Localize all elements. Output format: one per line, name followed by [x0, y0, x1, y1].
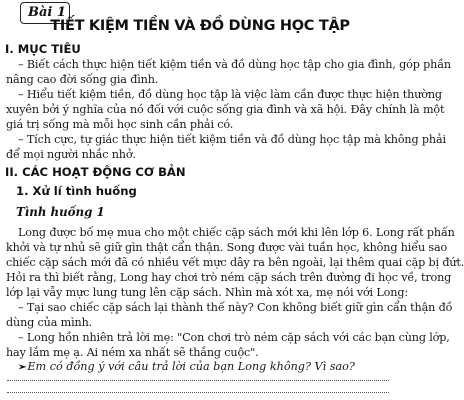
story-line: Long được bố mẹ mua cho một chiếc cặp sách mới khi lên lớp 6. Long rất phấn: [18, 226, 455, 239]
objective-line: – Biết cách thực hiện tiết kiệm tiền và đồ dùng học tập cho gia đình, góp phần: [18, 58, 451, 71]
objective-line: nâng cao đời sống gia đình.: [6, 73, 159, 86]
question-text: Em có đồng ý với câu trả lời của bạn Long không? Vì sao?: [27, 360, 355, 373]
story-line: Hỏi ra thì biết rằng, Long hay chơi trò ném cặp sách trên đường đi học về, trong: [6, 271, 452, 284]
story-line: chiếc cặp sách mới đã có nhiều vết mực dây ra bên ngoài, lại thêm quai cặp bị đứt.: [6, 256, 464, 269]
dialogue-line: dùng của mình.: [6, 316, 93, 329]
objective-line: – Hiểu tiết kiệm tiền, đồ dùng học tập là việc làm cần được thực hiện thường: [18, 88, 442, 101]
lesson-label: Bài 1: [28, 5, 66, 20]
page-title: TIẾT KIỆM TIỀN VÀ ĐỒ DÙNG HỌC TẬP: [50, 18, 350, 34]
objective-line: để mọi người nhắc nhở.: [6, 148, 136, 161]
reply-line: – Long hồn nhiên trả lời mẹ: "Con chơi trò ném cặp sách với các bạn cùng lớp,: [18, 331, 450, 344]
objective-line: – Tích cực, tự giác thực hiện tiết kiệm tiền và đồ dùng học tập mà không phải: [18, 133, 446, 146]
reply-line: hay lắm mẹ ạ. Ai ném xa nhất sẽ thắng cuộc".: [6, 346, 259, 359]
objective-line: xuyên bởi ý nghĩa của nó đối với cuộc sống gia đình và xã hội. Đây chính là một: [6, 103, 445, 116]
subsection-heading: 1. Xử lí tình huống: [16, 184, 137, 198]
arrow-bullet-icon: ➢: [18, 362, 27, 373]
section-1-heading: I. MỤC TIÊU: [5, 42, 81, 56]
story-line: khởi và tự nhủ sẽ giữ gìn thật cẩn thận. Song được vài tuần học, không hiểu sao: [6, 241, 448, 254]
answer-dotted-line[interactable]: [7, 392, 389, 393]
answer-dotted-line[interactable]: [7, 380, 389, 381]
objective-line: giá trị sống mà mỗi học sinh cần phải có.: [6, 118, 234, 131]
question-prompt: [18, 360, 355, 373]
situation-label: Tình huống 1: [16, 205, 105, 219]
story-line: lớp lại vẫy mực lung tung lên cặp sách. Nhìn mà xót xa, mẹ nói với Long:: [6, 286, 408, 299]
dialogue-line: – Tại sao chiếc cặp sách lại thành thế này? Con không biết giữ gìn cẩn thận đồ: [18, 301, 453, 314]
section-2-heading: II. CÁC HOẠT ĐỘNG CƠ BẢN: [5, 165, 186, 179]
